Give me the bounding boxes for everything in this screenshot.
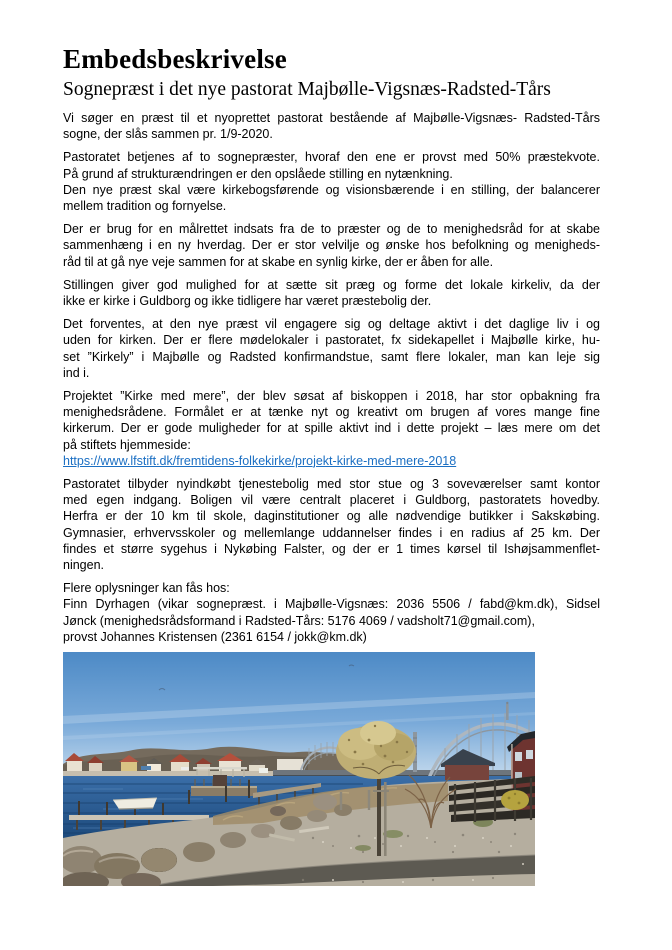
paragraph <box>63 388 600 469</box>
text-line: Stillingen giver god mulighed for at sætte sit præg og forme det lokale kirkeliv, da der <box>63 277 600 292</box>
text-line: på stiftets hjemmeside: <box>63 437 191 452</box>
paragraph <box>63 277 600 309</box>
text-line: uden for kirken. Der er flere mødelokaler i pastoratet, fx sidekapellet i Majbølle kirke, hu- <box>63 333 600 348</box>
text-line: Jønck (menighedsrådsformand i Radsted-Tårs: 5176 4069 / vadsholt71@gmail.com), <box>63 613 535 628</box>
text-line: Det forventes, at den nye præst vil engagere sig og deltage aktivt i det daglige liv i og <box>63 317 600 332</box>
text-line: set ”Kirkely” i Majbølle og Radsted konfirmandstue, samt flere lokaler, man kan leje sig <box>63 349 600 364</box>
text-line: Pastoratet betjenes af to sognepræster, hvoraf den ene er provst med 50% præstekvote. <box>63 150 600 165</box>
text-line: Herfra er der 10 km til skole, daginstitutioner og alle nødvendige butikker i Sakskøbing. <box>63 509 600 524</box>
paragraph <box>63 221 600 270</box>
harbor-photo-illustration <box>63 652 535 886</box>
text-line: Pastoratet tilbyder nyindkøbt tjenestebolig med stor stue og 3 soveværelser samt kontor <box>63 477 600 492</box>
link-line <box>63 453 600 469</box>
text-line: provst Johannes Kristensen (2361 6154 / jokk@km.dk) <box>63 629 367 644</box>
text-line: Vi søger en præst til et nyoprettet pastorat bestående af Majbølle-Vigsnæs- Radsted-Tårs <box>63 111 600 125</box>
text-line: Flere oplysninger kan fås hos: <box>63 581 230 596</box>
document-subtitle: Sognepræst i det nye pastorat Majbølle-Vigsnæs-Radsted-Tårs <box>63 79 551 100</box>
text-line: På grund af strukturændringen er den opslåede stilling en nytænkning. <box>63 166 453 181</box>
text-line: ikke er kirke i Guldborg og ikke tidligere har været præstebolig der. <box>63 294 432 309</box>
text-line: Den nye præst skal være kirkebogsførende og visionsbærende i en stilling, der balancerer <box>63 182 600 197</box>
paragraph <box>63 110 600 142</box>
text-line: kirkerum. Der er gode muligheder for at spille aktivt ind i dette projekt – læs mere om det <box>63 421 600 436</box>
document-title: Embedsbeskrivelse <box>63 44 287 74</box>
text-line: Finn Dyrhagen (vikar sognepræst. i Majbølle-Vigsnæs: 2036 5506 / fabd@km.dk), Sidsel <box>63 597 600 612</box>
text-line: sammenhæng i en ny hverdag. Der er stor velvilje og ønske hos befolkning og menigheds- <box>63 238 600 253</box>
text-line: findes et større sygehus i Nykøbing Falster, og der er 1 times kørsel til Ishøjsammenflet- <box>63 541 600 556</box>
document-body <box>63 110 600 645</box>
hyperlink-lfstift[interactable]: https://www.lfstift.dk/fremtidens-folkekirke/projekt-kirke-med-mere-2018 <box>63 453 457 468</box>
text-line: Gymnasier, erhvervsskoler og mellemlange uddannelser findes i en radius af 25 km. Der <box>63 525 600 540</box>
text-line: Der er brug for en målrettet indsats fra de to præster og de to menighedsråd for at skabe <box>63 222 600 237</box>
text-line: ningen. <box>63 558 105 573</box>
harbor-photo <box>63 652 535 886</box>
text-line: mellem tradition og fornyelse. <box>63 199 227 214</box>
text-line: med egen indgang. Boligen vil være centralt placeret i Guldborg, pastoratets hovedby. <box>63 493 600 508</box>
text-line: Projektet ”Kirke med mere”, der blev søsat af biskoppen i 2018, har stor opbakning fra <box>63 389 600 404</box>
paragraph <box>63 476 600 573</box>
text-line: sogne, der slås sammen pr. 1/9-2020. <box>63 127 273 142</box>
text-line: ind i. <box>63 365 90 380</box>
paragraph <box>63 580 600 645</box>
text-line: råd til at gå nye veje sammen for at skabe en synlig kirke, der er åben for alle. <box>63 254 494 269</box>
text-line: menighedsrådene. Formålet er at tænke nyt og kreativt om brugen af vores mange fine <box>63 405 600 420</box>
paragraph <box>63 316 600 381</box>
paragraph <box>63 149 600 214</box>
